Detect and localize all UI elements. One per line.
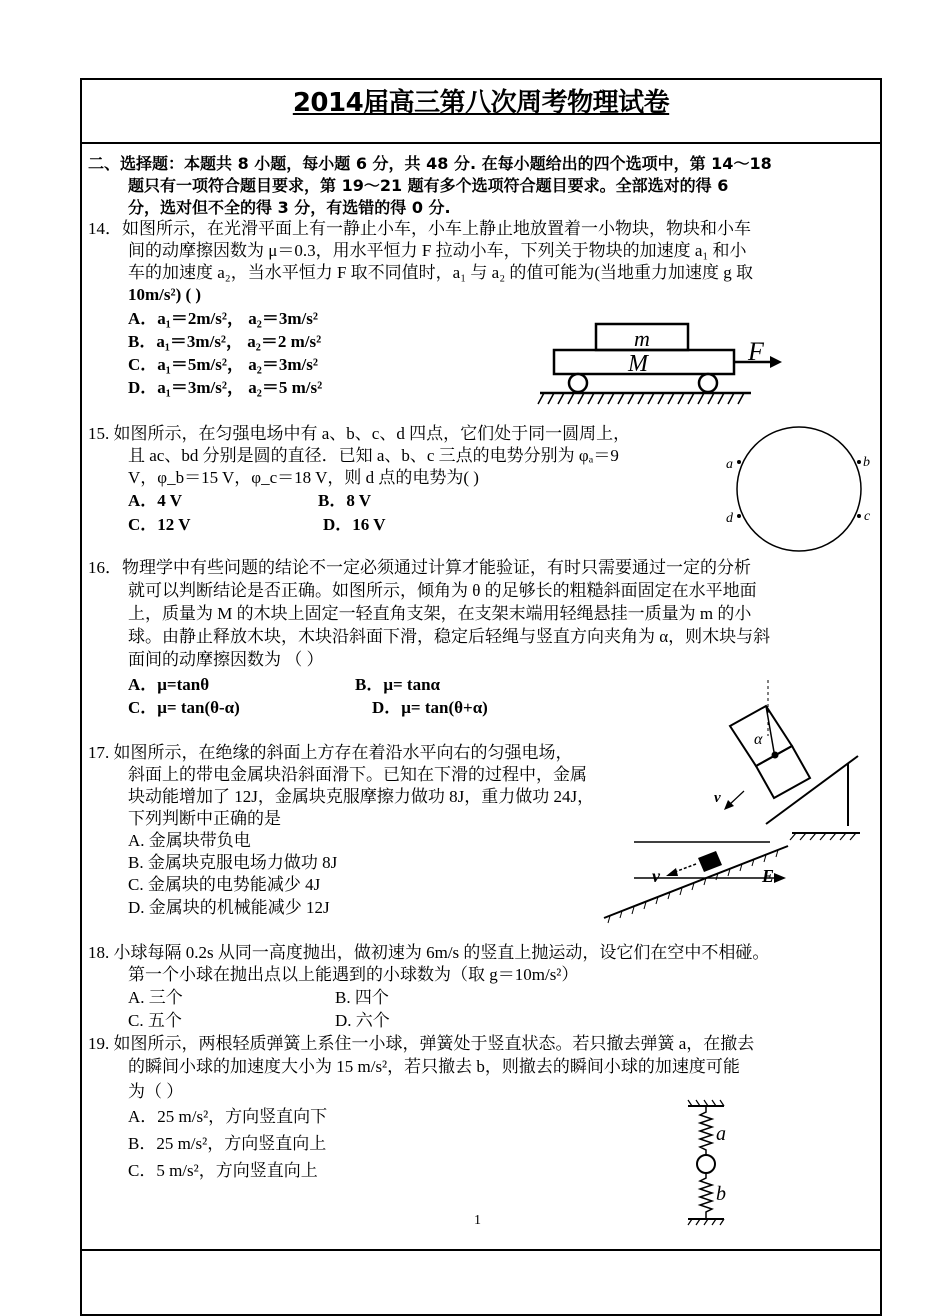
section-header-line2: 题只有一项符合题目要求，第 19～21 题有多个选项符合题目要求。全部选对的得 6 <box>128 176 729 195</box>
page-number: 1 <box>474 1213 481 1228</box>
q15-option-d: D．16 V <box>323 515 386 534</box>
q17-option-c: C. 金属块的电势能减少 4J <box>128 875 321 894</box>
point-b-label: b <box>863 455 870 470</box>
q16-option-b: B．μ= tanα <box>355 675 441 694</box>
q16-option-d: D．μ= tan(θ+α) <box>372 698 488 717</box>
section-header-line3: 分，选对但不全的得 3 分，有选错的得 0 分. <box>128 198 451 217</box>
force-F-label: F <box>748 337 764 366</box>
title-divider <box>80 142 882 144</box>
q17-line1: 17. 如图所示，在绝缘的斜面上方存在着沿水平向右的匀强电场， <box>88 743 573 762</box>
q14-option-d: D．a₁＝3m/s²， a₂＝5 m/s² <box>128 378 323 397</box>
q16-line4: 球。由静止释放木块，木块沿斜面下滑，稳定后轻绳与竖直方向夹角为 α，则木块与斜 <box>128 627 771 646</box>
q16-line3: 上，质量为 M 的木块上固定一轻直角支架，在支架末端用轻绳悬挂一质量为 m 的小 <box>128 604 752 623</box>
q15-option-a: A．4 V <box>128 491 182 510</box>
q16-line1: 16．物理学中有些问题的结论不一定必须通过计算才能验证，有时只需要通过一定的分析 <box>88 558 751 577</box>
q14-line1: 14．如图所示，在光滑平面上有一静止小车，小车上静止地放置着一小物块，物块和小车 <box>88 219 751 238</box>
charged-block-incline-figure <box>598 830 798 926</box>
q14-option-a: A．a₁＝2m/s²， a₂＝3m/s² <box>128 309 318 328</box>
q14-line4: 10m/s²) ( ) <box>128 285 202 304</box>
spring-a-label: a <box>716 1123 726 1145</box>
q16-line2: 就可以判断结论是否正确。如图所示，倾角为 θ 的足够长的粗糙斜面固定在水平地面 <box>128 581 757 600</box>
q15-option-c: C．12 V <box>128 515 191 534</box>
alpha-label: α <box>754 731 763 748</box>
q18-line2: 第一个小球在抛出点以上能遇到的小球数为（取 g＝10m/s²） <box>128 965 579 984</box>
q14-option-c: C．a₁＝5m/s²， a₂＝3m/s² <box>128 355 318 374</box>
q19-option-c: C．5 m/s²，方向竖直向上 <box>128 1161 318 1180</box>
q17-line4: 下列判断中正确的是 <box>128 809 281 828</box>
q19-line3: 为（ ） <box>128 1082 184 1101</box>
q19-line2: 的瞬间小球的加速度大小为 15 m/s²，若只撤去 b，则撤去的瞬间小球的加速度可能 <box>128 1057 740 1076</box>
q19-line1: 19. 如图所示，两根轻质弹簧上系住一小球，弹簧处于竖直状态。若只撤去弹簧 a，在撤去 <box>88 1034 755 1053</box>
q15-option-b: B．8 V <box>318 491 372 510</box>
cart-block-figure <box>536 318 786 410</box>
field-E-label: E <box>762 866 775 886</box>
point-c-label: c <box>864 509 871 524</box>
q16-option-a: A．μ=tanθ <box>128 675 210 694</box>
q18-option-d: D. 六个 <box>335 1011 390 1030</box>
spring-b-label: b <box>716 1183 726 1205</box>
q15-line1: 15. 如图所示，在匀强电场中有 a、b、c、d 四点，它们处于同一圆周上， <box>88 424 631 443</box>
exam-title: 2014届高三第八次周考物理试卷 <box>292 88 670 118</box>
cart-M-label: M <box>628 351 648 377</box>
q17-option-b: B. 金属块克服电场力做功 8J <box>128 853 338 872</box>
q14-line2: 间的动摩擦因数为 μ＝0.3，用水平恒力 F 拉动小车，下列关于物块的加速度 a₁ 和小 <box>128 241 747 260</box>
q18-option-a: A. 三个 <box>128 988 183 1007</box>
q17-option-d: D. 金属块的机械能减少 12J <box>128 898 330 917</box>
q19-option-a: A．25 m/s²，方向竖直向下 <box>128 1107 328 1126</box>
q14-option-b: B．a₁＝3m/s²， a₂＝2 m/s² <box>128 332 322 351</box>
q16-velocity-label: v <box>714 790 721 806</box>
q18-option-c: C. 五个 <box>128 1011 182 1030</box>
block-m-label: m <box>634 326 650 351</box>
q17-line2: 斜面上的带电金属块沿斜面滑下。已知在下滑的过程中，金属 <box>128 765 587 784</box>
incline-pendulum-figure <box>700 676 870 838</box>
point-a-label: a <box>726 457 733 472</box>
point-d-label: d <box>726 511 733 526</box>
q18-option-b: B. 四个 <box>335 988 389 1007</box>
q17-line3: 块动能增加了 12J，金属块克服摩擦力做功 8J，重力做功 24J， <box>128 787 595 806</box>
section-header-line1: 二、选择题：本题共 8 小题，每小题 6 分，共 48 分. 在每小题给出的四个选项中，第 14～18 <box>88 154 772 173</box>
q18-line1: 18. 小球每隔 0.2s 从同一高度抛出，做初速为 6m/s 的竖直上抛运动，设它们在空中不相碰。 <box>88 943 770 962</box>
q17-velocity-label: v <box>652 866 660 886</box>
footer-divider <box>80 1249 882 1251</box>
circle-points-figure <box>720 424 880 559</box>
q15-line3: V，φ_b＝15 V，φ_c＝18 V，则 d 点的电势为( ) <box>128 468 479 487</box>
springs-ball-figure <box>680 1098 740 1230</box>
q14-line3: 车的加速度 a₂，当水平恒力 F 取不同值时，a₁ 与 a₂ 的值可能为(当地重力加速度 g 取 <box>128 263 754 282</box>
q15-line2: 且 ac、bd 分别是圆的直径．已知 a、b、c 三点的电势分别为 φₐ＝9 <box>128 446 619 465</box>
q16-option-c: C．μ= tan(θ-α) <box>128 698 240 717</box>
q19-option-b: B．25 m/s²，方向竖直向上 <box>128 1134 327 1153</box>
q16-line5: 面间的动摩擦因数为 （ ） <box>128 650 324 669</box>
q17-option-a: A. 金属块带负电 <box>128 831 251 850</box>
